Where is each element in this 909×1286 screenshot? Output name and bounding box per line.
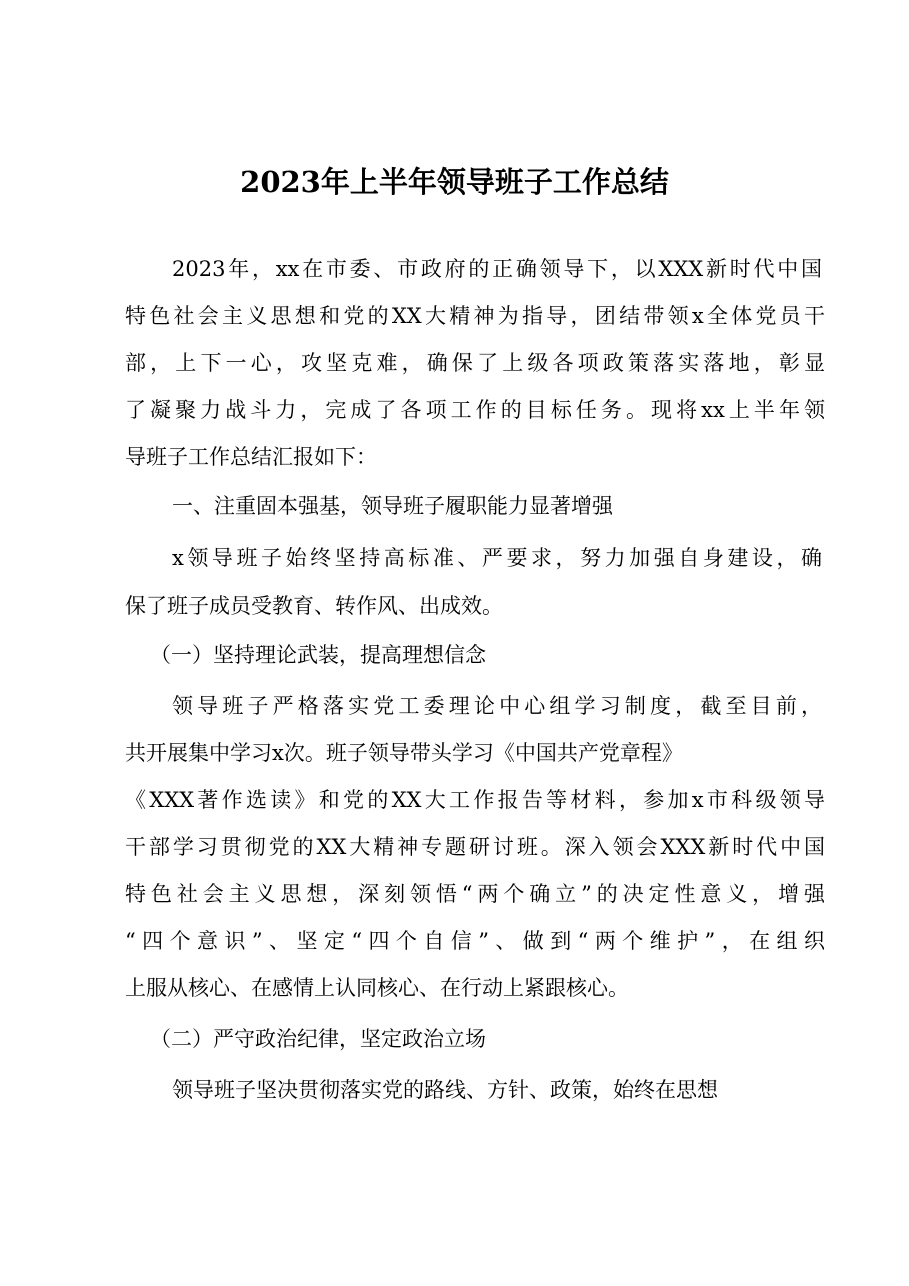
paragraph-line: 了凝聚力战斗力，完成了各项工作的目标任务。现将xx上半年领 (125, 398, 825, 422)
subsection-heading: （一）坚持理论武装，提高理想信念 (150, 643, 486, 667)
subsection-heading: （二）严守政治纪律，坚定政治立场 (150, 1027, 486, 1051)
paragraph-line: 特色社会主义思想和党的XX大精神为指导，团结带领x全体党员干 (125, 304, 825, 328)
paragraph-line: 导班子工作总结汇报如下： (125, 445, 377, 469)
paragraph-line: 2023年，xx在市委、市政府的正确领导下，以XXX新时代中国 (172, 257, 822, 281)
paragraph-line: 《XXX著作选读》和党的XX大工作报告等材料，参加x市科级领导 (125, 788, 825, 812)
paragraph-line: 领导班子坚决贯彻落实党的路线、方针、政策，始终在思想 (172, 1078, 718, 1102)
paragraph-line: 保了班子成员受教育、转作风、出成效。 (125, 594, 503, 618)
paragraph-line: “四个意识”、坚定“四个自信”、做到“两个维护”，在组织 (125, 929, 825, 953)
paragraph-line: 干部学习贯彻党的XX大精神专题研讨班。深入领会XXX新时代中国 (125, 835, 825, 859)
paragraph-line: 领导班子严格落实党工委理论中心组学习制度，截至目前， (172, 694, 822, 718)
section-heading: 一、注重固本强基，领导班子履职能力显著增强 (172, 494, 613, 518)
paragraph-line: 特色社会主义思想，深刻领悟“两个确立”的决定性意义，增强 (125, 882, 825, 906)
paragraph-line: 部，上下一心，攻坚克难，确保了上级各项政策落实落地，彰显 (125, 351, 825, 375)
paragraph-line: 上服从核心、在感情上认同核心、在行动上紧跟核心。 (125, 976, 629, 1000)
document-title: 2023年上半年领导班子工作总结 (240, 165, 669, 199)
paragraph-line: 共开展集中学习x次。班子领导带头学习《中国共产党章程》 (125, 741, 683, 765)
paragraph-line: x领导班子始终坚持高标准、严要求，努力加强自身建设，确 (172, 546, 822, 570)
